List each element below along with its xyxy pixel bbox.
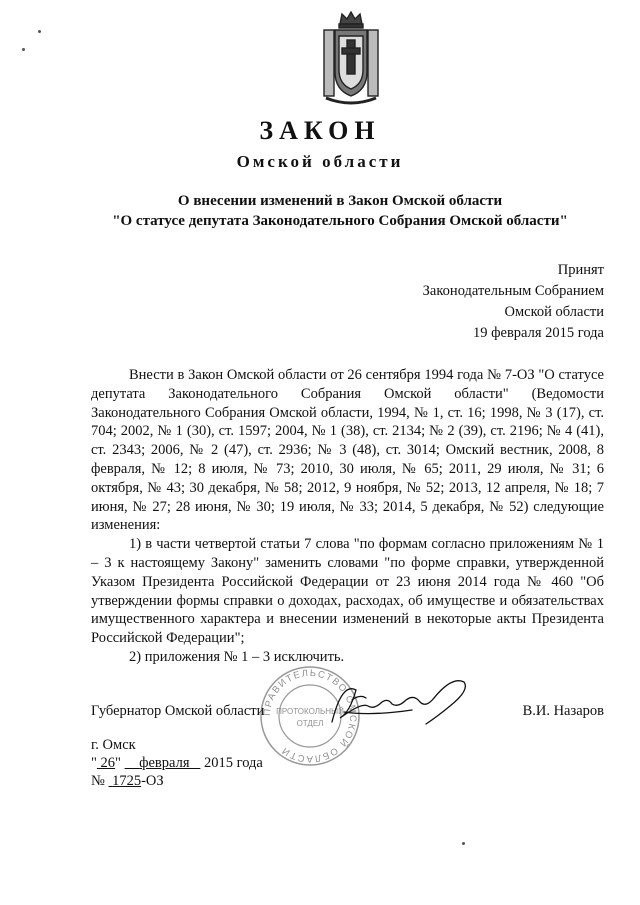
adoption-date: 19 февраля 2015 года — [472, 325, 604, 341]
law-body — [91, 366, 604, 667]
handwritten-signature — [322, 672, 472, 734]
body-paragraph-3: 2) приложения № 1 – 3 исключить. — [129, 648, 345, 665]
stamp-center-text-2: ОТДЕЛ — [296, 719, 324, 728]
adoption-line-2: Законодательным Собранием — [422, 283, 604, 299]
document-title: ЗАКОН — [259, 116, 381, 145]
coat-of-arms-emblem — [318, 10, 384, 110]
law-heading-line-1: О внесении изменений в Закон Омской области — [177, 193, 503, 209]
law-heading-line-2: "О статусе депутата Законодательного Собрания Омской области" — [112, 213, 568, 229]
adoption-block — [304, 260, 604, 344]
body-paragraph-1: Внести в Закон Омской области от 26 сентября 1994 года № 7-ОЗ "О статусе депутата Законодательного Собрания Омской области" (Ведомости Законодательного Собрания Омской области, 1994, № 1, ст. 16; 1998, № 3 (17), ст. 704; 2002, № 1 (30), ст. 1597; 2004, № 1 (38), ст. 2134; № 2 (39), ст. 2196; № 4 (41), ст. 2343; 2006, № 2 (47), ст. 2936; № 3 (48), ст. 3014; Омский вестник, 2008, 8 февраля, № 12; 8 июля, № 73; 2010, 30 июля, № 65; 2011, 29 июля, № 31; 6 октября, № 43; 30 декабря, № 58; 2012, 9 ноября, № 52; 2013, 12 апреля, № 18; 7 июня, № 27; 28 июня, № 30; 19 июля, № 33; 2014, 5 декабря, № 52) следующие изменения: — [91, 367, 604, 534]
scan-speck — [38, 30, 41, 33]
law-heading — [60, 191, 620, 231]
governor-name: В.И. Назаров — [522, 703, 604, 719]
date-quote-open: " — [91, 755, 97, 771]
adoption-line-1: Принят — [557, 262, 604, 278]
city-line: г. Омск — [91, 737, 136, 753]
law-number — [91, 773, 164, 790]
scan-speck — [22, 48, 25, 51]
law-number-suffix: -ОЗ — [141, 773, 164, 789]
adoption-line-3: Омской области — [504, 304, 604, 320]
date-quote-close: " — [115, 755, 121, 771]
signing-date — [91, 755, 263, 772]
stamp-center-text: ПРОТОКОЛЬНЫЙ — [276, 707, 344, 716]
date-day: 26 — [100, 755, 116, 771]
law-number-value: 1725 — [112, 773, 142, 789]
stamp-ring-text: ПРАВИТЕЛЬСТВО ОМСКОЙ ОБЛАСТИ — [261, 667, 359, 765]
governor-title: Губернатор Омской области — [91, 703, 265, 719]
body-paragraph-2: 1) в части четвертой статьи 7 слова "по формам согласно приложениям № 1 – 3 к настоящему Закону" заменить словами "по форме справки, утвержденной Указом Президента Российской Федерации от 23 июня 2014 года № 460 "Об утверждении формы справки о доходах, расходах, об имуществе и обязательствах имущественного характера и внесении изменений в некоторые акты Президента Российской Федерации"; — [91, 536, 604, 647]
document-subtitle: Омской области — [236, 152, 404, 171]
date-month: февраля — [139, 755, 190, 771]
law-number-prefix: № — [91, 773, 105, 789]
date-year: 2015 года — [204, 755, 263, 771]
scan-speck — [462, 842, 465, 845]
